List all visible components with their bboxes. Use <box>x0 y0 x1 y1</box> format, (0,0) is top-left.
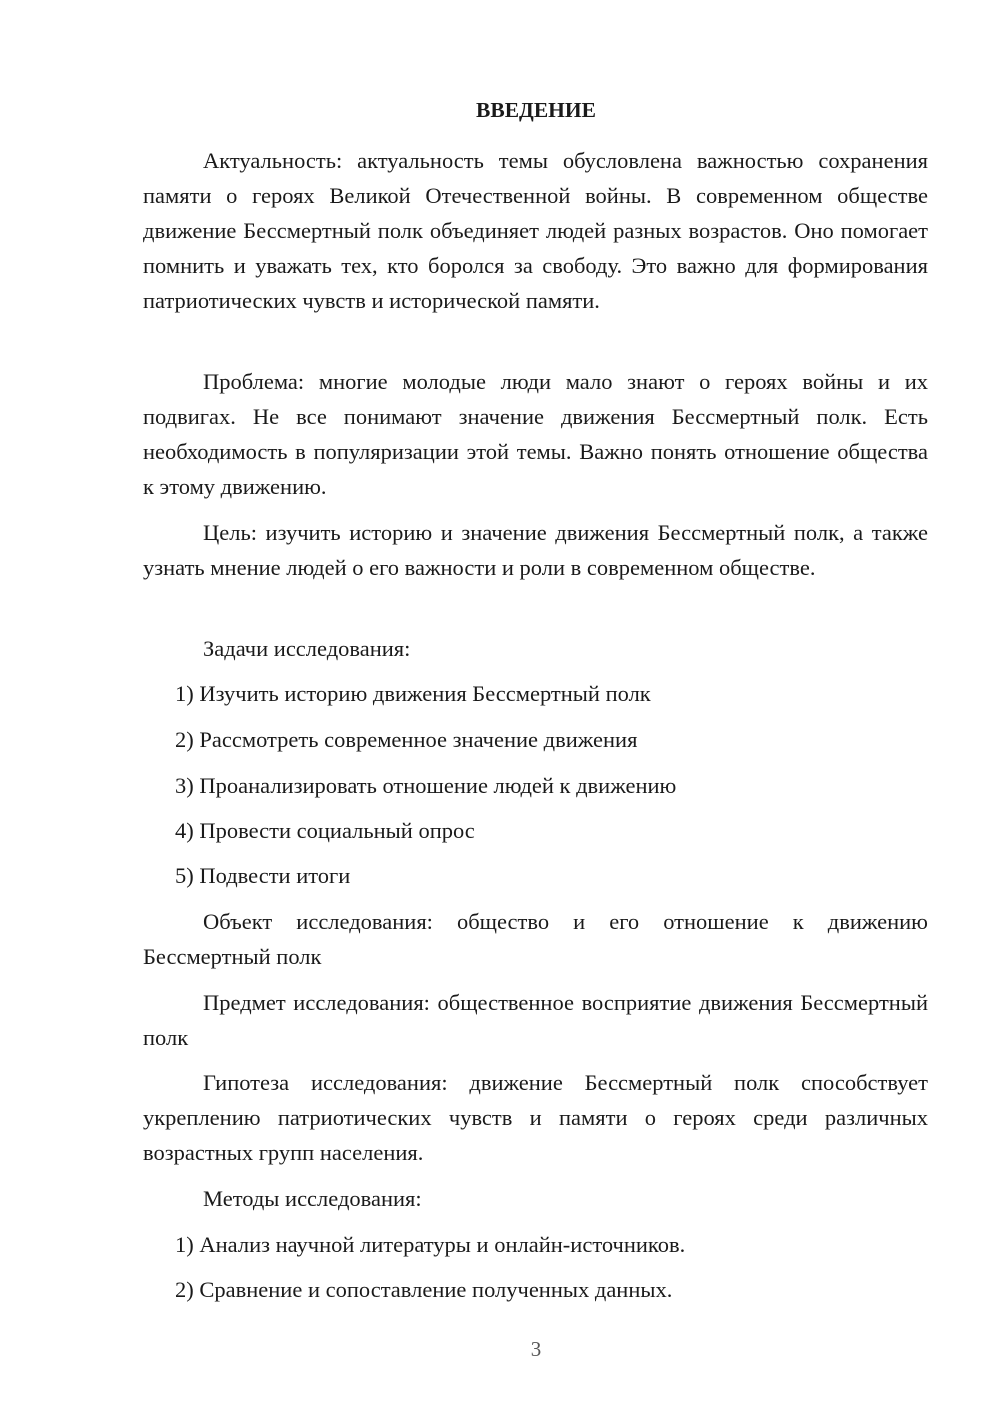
paragraph-subject: Предмет исследования: общественное восприятие движения Бессмертный полк <box>143 990 928 1050</box>
task-item: 1) Изучить историю движения Бессмертный полк <box>175 681 651 706</box>
section-title: ВВЕДЕНИЕ <box>476 98 596 122</box>
task-item: 2) Рассмотреть современное значение движения <box>175 727 638 752</box>
paragraph-hypothesis: Гипотеза исследования: движение Бессмертный полк способствует укреплению патриотических чувств и памяти о героях среди различных возрастных групп населения. <box>143 1070 928 1165</box>
paragraph-object: Объект исследования: общество и его отношение к движению Бессмертный полк <box>143 909 928 969</box>
paragraph-goal: Цель: изучить историю и значение движения Бессмертный полк, а также узнать мнение людей о его важности и роли в современном обществе. <box>143 520 928 580</box>
page-number: 3 <box>530 1337 542 1361</box>
methods-heading: Методы исследования: <box>203 1186 422 1211</box>
task-item: 5) Подвести итоги <box>175 863 351 888</box>
method-item: 1) Анализ научной литературы и онлайн-источников. <box>175 1232 686 1257</box>
paragraph-relevance: Актуальность: актуальность темы обусловлена важностью сохранения памяти о героях Великой Отечественной войны. В современном обществе движение Бессмертный полк объединяет людей разных возрастов. Оно помогает помнить и уважать тех, кто боролся за свободу. Это важно для формирования патриотических чувств и исторической памяти. <box>143 148 928 313</box>
paragraph-problem: Проблема: многие молодые люди мало знают о героях войны и их подвигах. Не все понимают значение движения Бессмертный полк. Есть необходимость в популяризации этой темы. Важно понять отношение общества к этому движению. <box>143 369 928 499</box>
tasks-heading: Задачи исследования: <box>203 636 411 661</box>
task-item: 4) Провести социальный опрос <box>175 818 475 843</box>
method-item: 2) Сравнение и сопоставление полученных данных. <box>175 1277 673 1302</box>
task-item: 3) Проанализировать отношение людей к движению <box>175 773 677 798</box>
